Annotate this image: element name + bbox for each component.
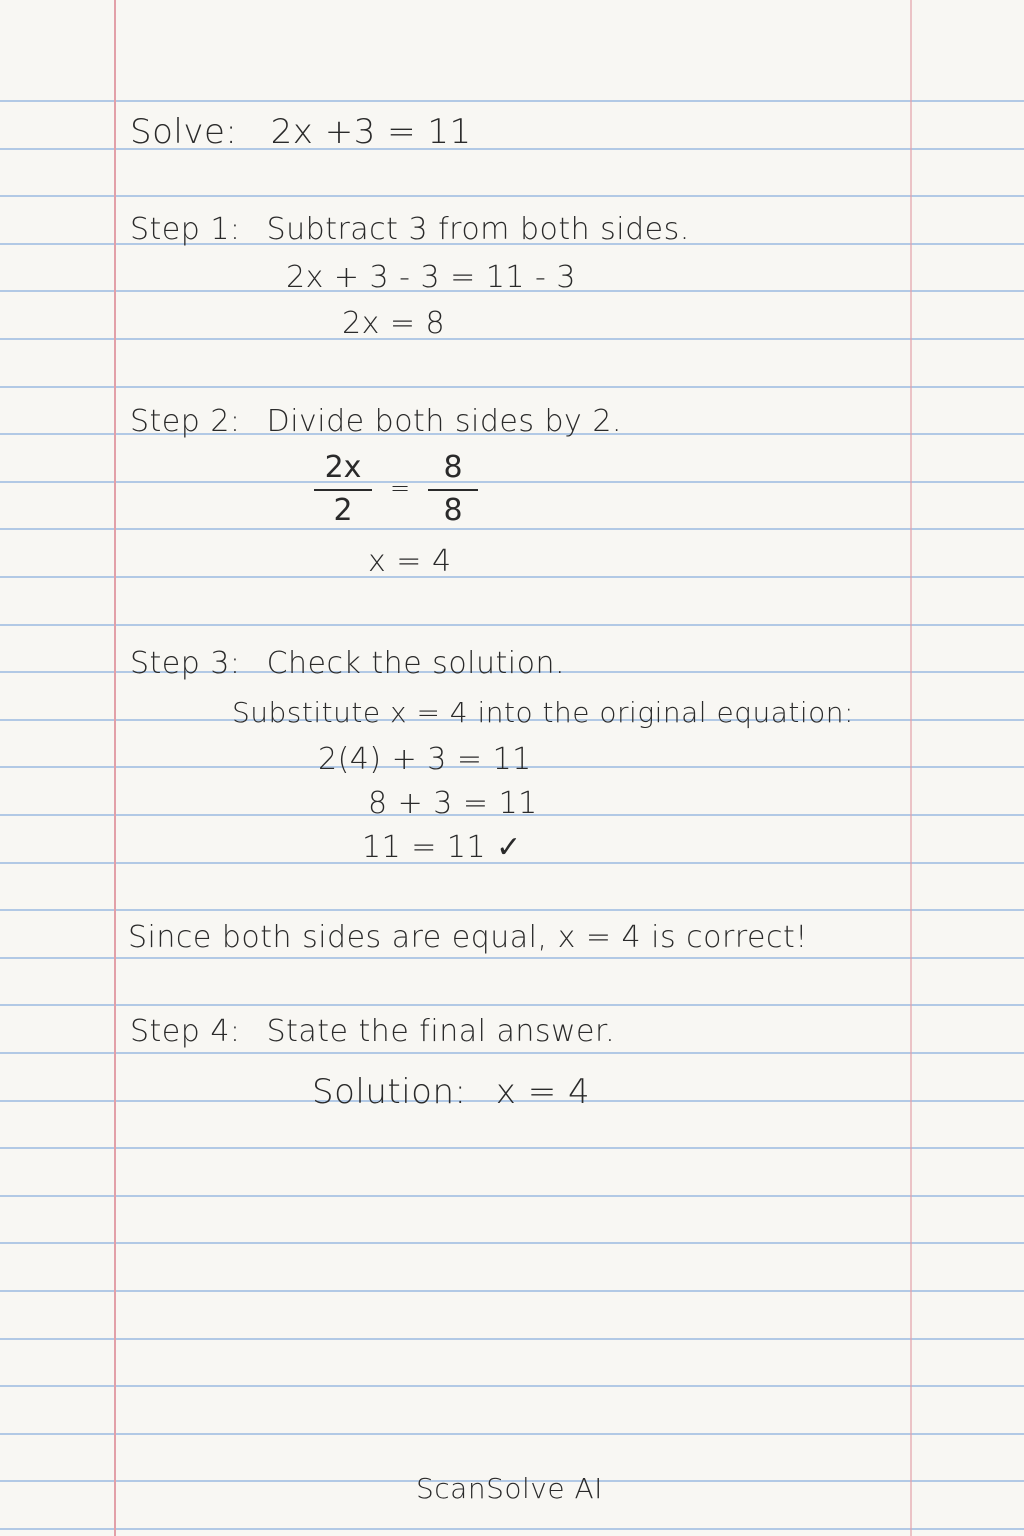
ruled-line [0, 1290, 1024, 1292]
ruled-line [0, 1528, 1024, 1530]
step2-line [130, 404, 622, 439]
ruled-line [0, 957, 1024, 959]
conclusion-text: Since both sides are equal, x = 4 is correct! [128, 920, 808, 955]
step4-heading: Step 4: [130, 1014, 241, 1049]
final-solution [312, 1072, 590, 1112]
fraction-right-numerator: 8 [443, 450, 463, 485]
problem-line [130, 112, 472, 152]
step3-instruction: Check the solution. [266, 646, 566, 681]
ruled-line [0, 386, 1024, 388]
ruled-line [0, 1004, 1024, 1006]
step3-check-2: 8 + 3 = 11 [368, 786, 538, 821]
step2-result: x = 4 [368, 544, 452, 579]
step3-substitute: Substitute x = 4 into the original equation: [232, 696, 854, 729]
fraction-right [428, 450, 478, 528]
step1-equation-2: 2x = 8 [342, 306, 446, 341]
fraction-left-numerator: 2x [324, 450, 362, 485]
fraction-left-denominator: 2 [333, 493, 353, 528]
step3-check-3: 11 = 11 ✓ [362, 830, 522, 865]
ruled-line [0, 1147, 1024, 1149]
ruled-line [0, 1338, 1024, 1340]
step3-line [130, 646, 565, 681]
problem-label: Solve: [130, 112, 238, 152]
ruled-line [0, 909, 1024, 911]
step1-instruction: Subtract 3 from both sides. [266, 212, 690, 247]
ruled-line [0, 1385, 1024, 1387]
left-margin-line [114, 0, 116, 1536]
step1-equation-1: 2x + 3 - 3 = 11 - 3 [286, 260, 576, 295]
right-margin-line [910, 0, 912, 1536]
ruled-line [0, 100, 1024, 102]
solution-label: Solution: [312, 1072, 467, 1112]
fraction-right-denominator: 8 [443, 493, 463, 528]
ruled-line [0, 528, 1024, 530]
fraction-left [314, 450, 372, 528]
problem-equation: 2x +3 = 11 [270, 112, 472, 152]
footer-brand: ScanSolve AI [416, 1472, 603, 1505]
ruled-line [0, 1195, 1024, 1197]
solution-value: x = 4 [495, 1072, 591, 1112]
ruled-line [0, 576, 1024, 578]
step1-heading: Step 1: [130, 212, 241, 247]
step2-instruction: Divide both sides by 2. [266, 404, 622, 439]
ruled-line [0, 481, 1024, 483]
ruled-line [0, 1052, 1024, 1054]
step4-line [130, 1014, 615, 1049]
step1-line [130, 212, 690, 247]
step2-heading: Step 2: [130, 404, 241, 439]
ruled-line [0, 195, 1024, 197]
ruled-line [0, 1433, 1024, 1435]
step3-heading: Step 3: [130, 646, 241, 681]
step4-instruction: State the final answer. [266, 1014, 616, 1049]
ruled-line [0, 1242, 1024, 1244]
fraction-equals: = [390, 474, 411, 502]
ruled-line [0, 338, 1024, 340]
step3-check-1: 2(4) + 3 = 11 [318, 742, 532, 777]
ruled-line [0, 624, 1024, 626]
